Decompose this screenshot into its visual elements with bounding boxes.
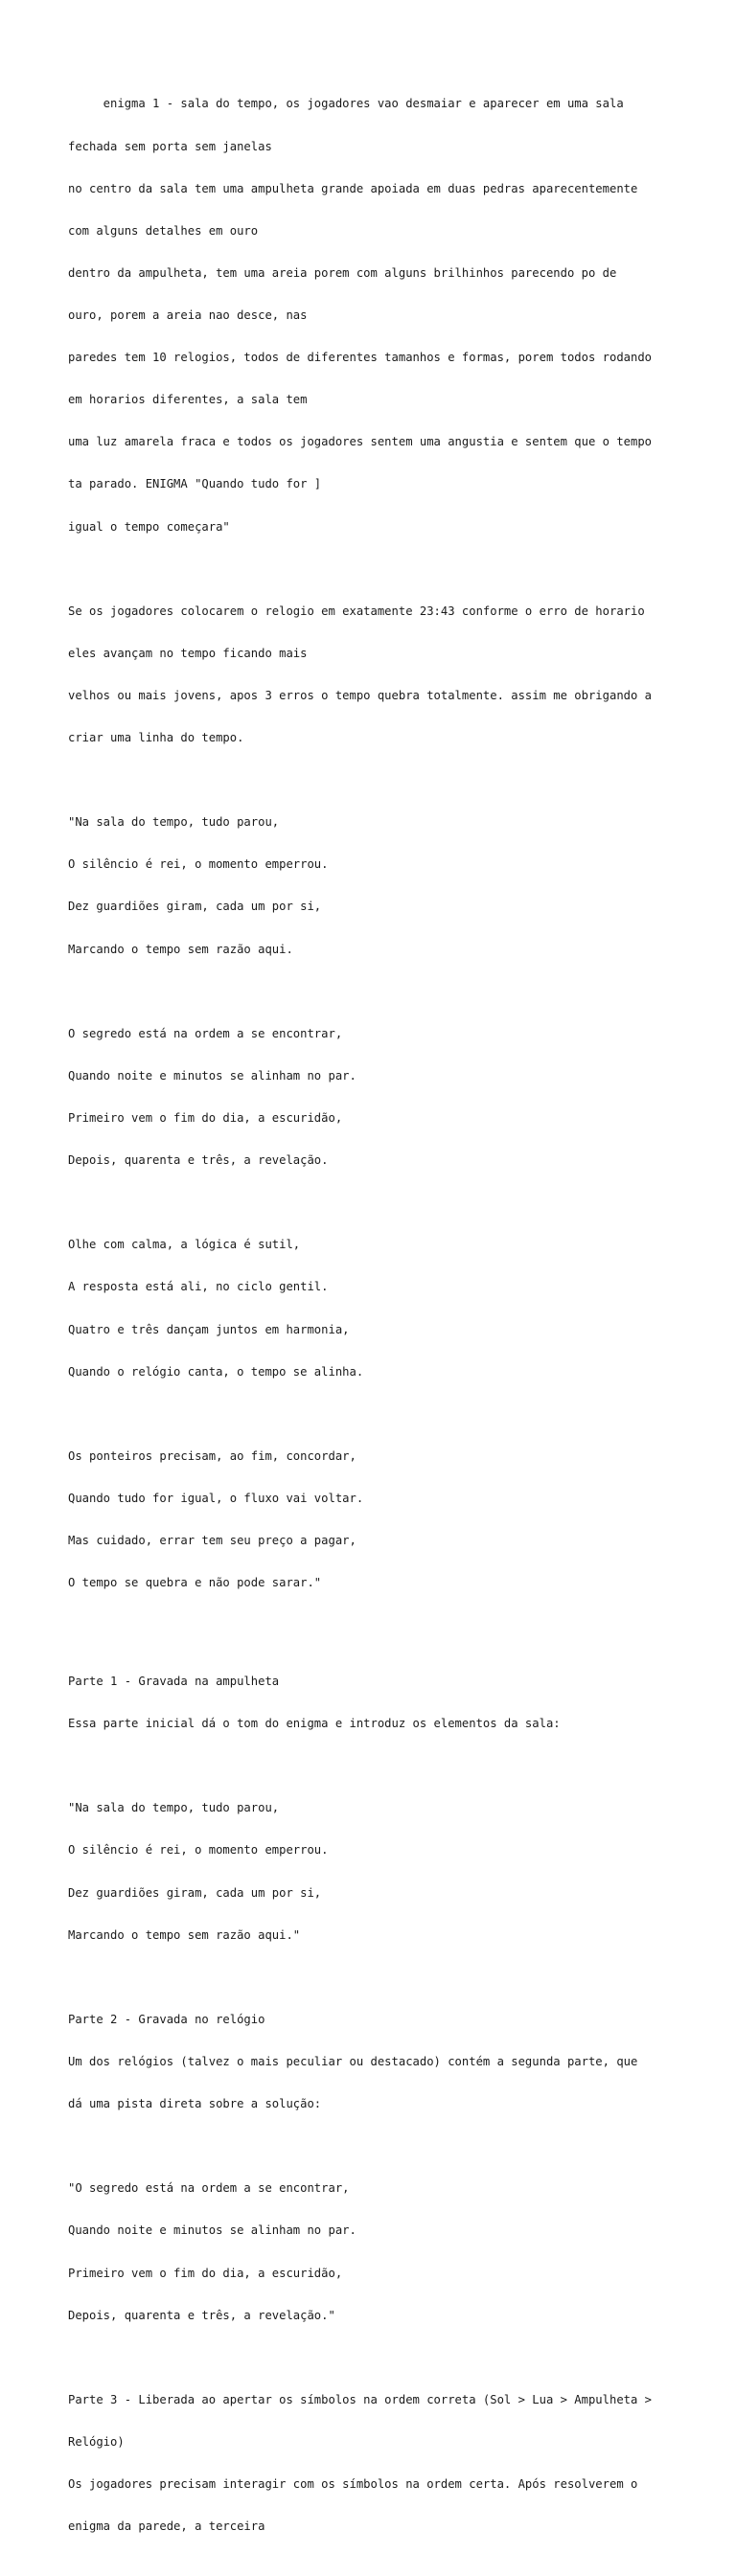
section-heading: Parte 3 - Liberada ao apertar os símbolos na ordem correta (Sol > Lua > Ampulheta > xyxy=(68,2392,653,2406)
text-line: dentro da ampulheta, tem uma areia porem com alguns brilhinhos parecendo po de xyxy=(68,265,617,280)
blank-line xyxy=(68,1632,681,1647)
poem-line: Quando noite e minutos se alinham no par. xyxy=(68,2223,356,2238)
poem-line: Primeiro vem o fim do dia, a escuridão, xyxy=(68,1110,343,1125)
poem-line: A resposta está ali, no ciclo gentil. xyxy=(68,1280,329,1294)
text-line: no centro da sala tem uma ampulheta grande apoiada em duas pedras aparecentemente xyxy=(68,181,638,195)
poem-line: Primeiro vem o fim do dia, a escuridão, xyxy=(68,2266,343,2280)
section-part-1-heading xyxy=(68,1647,681,1760)
poem-line: Quatro e três dançam juntos em harmonia, xyxy=(68,1322,350,1336)
poem-line: O silêncio é rei, o momento emperrou. xyxy=(68,857,329,872)
poem-stanza-4 xyxy=(68,1421,681,1618)
text-line: criar uma linha do tempo. xyxy=(68,731,244,745)
text-line: paredes tem 10 relogios, todos de diferentes tamanhos e formas, porem todos rodando xyxy=(68,351,653,365)
paragraph-intro xyxy=(68,69,681,562)
section-part-2-heading xyxy=(68,1984,681,2139)
document-body xyxy=(68,69,681,2576)
poem-stanza-1 xyxy=(68,787,681,985)
poem-line: Depois, quarenta e três, a revelação." xyxy=(68,2308,335,2322)
text-line: Essa parte inicial dá o tom do enigma e introduz os elementos da sala: xyxy=(68,1717,561,1731)
text-line: fechada sem porta sem janelas xyxy=(68,139,272,153)
poem-line: "Na sala do tempo, tudo parou, xyxy=(68,815,280,830)
text-line: Se os jogadores colocarem o relogio em exatamente 23:43 conforme o erro de horario xyxy=(68,604,645,618)
poem-stanza-2 xyxy=(68,998,681,1196)
poem-line: Quando tudo for igual, o fluxo vai voltar. xyxy=(68,1491,364,1505)
text-line: ta parado. ENIGMA "Quando tudo for ] xyxy=(68,477,322,491)
text-line: enigma 1 - sala do tempo, os jogadores vao desmaiar e aparecer em uma sala xyxy=(68,97,624,111)
poem-line: "Na sala do tempo, tudo parou, xyxy=(68,1801,280,1815)
poem-line: Dez guardiões giram, cada um por si, xyxy=(68,900,322,914)
paragraph-rules xyxy=(68,576,681,773)
poem-line: Marcando o tempo sem razão aqui. xyxy=(68,942,293,956)
section-part-3-heading xyxy=(68,2364,681,2562)
text-line: em horarios diferentes, a sala tem xyxy=(68,393,308,407)
poem-line: Quando o relógio canta, o tempo se alinha. xyxy=(68,1364,364,1379)
text-line: Relógio) xyxy=(68,2434,125,2449)
text-line: ouro, porem a areia nao desce, nas xyxy=(68,308,308,322)
text-line: enigma da parede, a terceira xyxy=(68,2519,265,2534)
poem-line: Mas cuidado, errar tem seu preço a pagar, xyxy=(68,1534,356,1548)
section-heading: Parte 1 - Gravada na ampulheta xyxy=(68,1675,280,1689)
poem-line: Dez guardiões giram, cada um por si, xyxy=(68,1885,322,1900)
text-line: Os jogadores precisam interagir com os símbolos na ordem certa. Após resolverem o xyxy=(68,2477,638,2492)
poem-line: Olhe com calma, a lógica é sutil, xyxy=(68,1238,301,1252)
section-heading: Parte 2 - Gravada no relógio xyxy=(68,2012,265,2026)
poem-line: Depois, quarenta e três, a revelação. xyxy=(68,1153,329,1168)
part-2-quote xyxy=(68,2154,681,2351)
text-line: uma luz amarela fraca e todos os jogadores sentem uma angustia e sentem que o tempo xyxy=(68,435,653,449)
poem-line: Quando noite e minutos se alinham no par. xyxy=(68,1068,356,1083)
text-line: eles avançam no tempo ficando mais xyxy=(68,646,308,660)
poem-line: O segredo está na ordem a se encontrar, xyxy=(68,1026,343,1040)
poem-line: "O segredo está na ordem a se encontrar, xyxy=(68,2181,350,2196)
poem-line: Marcando o tempo sem razão aqui." xyxy=(68,1927,301,1942)
poem-stanza-3 xyxy=(68,1210,681,1407)
text-line: igual o tempo começara" xyxy=(68,519,230,534)
text-line: velhos ou mais jovens, apos 3 erros o tempo quebra totalmente. assim me obrigando a xyxy=(68,688,653,702)
text-line: dá uma pista direta sobre a solução: xyxy=(68,2097,322,2111)
text-line: com alguns detalhes em ouro xyxy=(68,223,259,238)
poem-line: O tempo se quebra e não pode sarar." xyxy=(68,1576,322,1590)
text-line: Um dos relógios (talvez o mais peculiar ou destacado) contém a segunda parte, que xyxy=(68,2055,638,2068)
poem-line: O silêncio é rei, o momento emperrou. xyxy=(68,1843,329,1858)
poem-line: Os ponteiros precisam, ao fim, concordar, xyxy=(68,1448,356,1463)
part-1-quote xyxy=(68,1773,681,1971)
